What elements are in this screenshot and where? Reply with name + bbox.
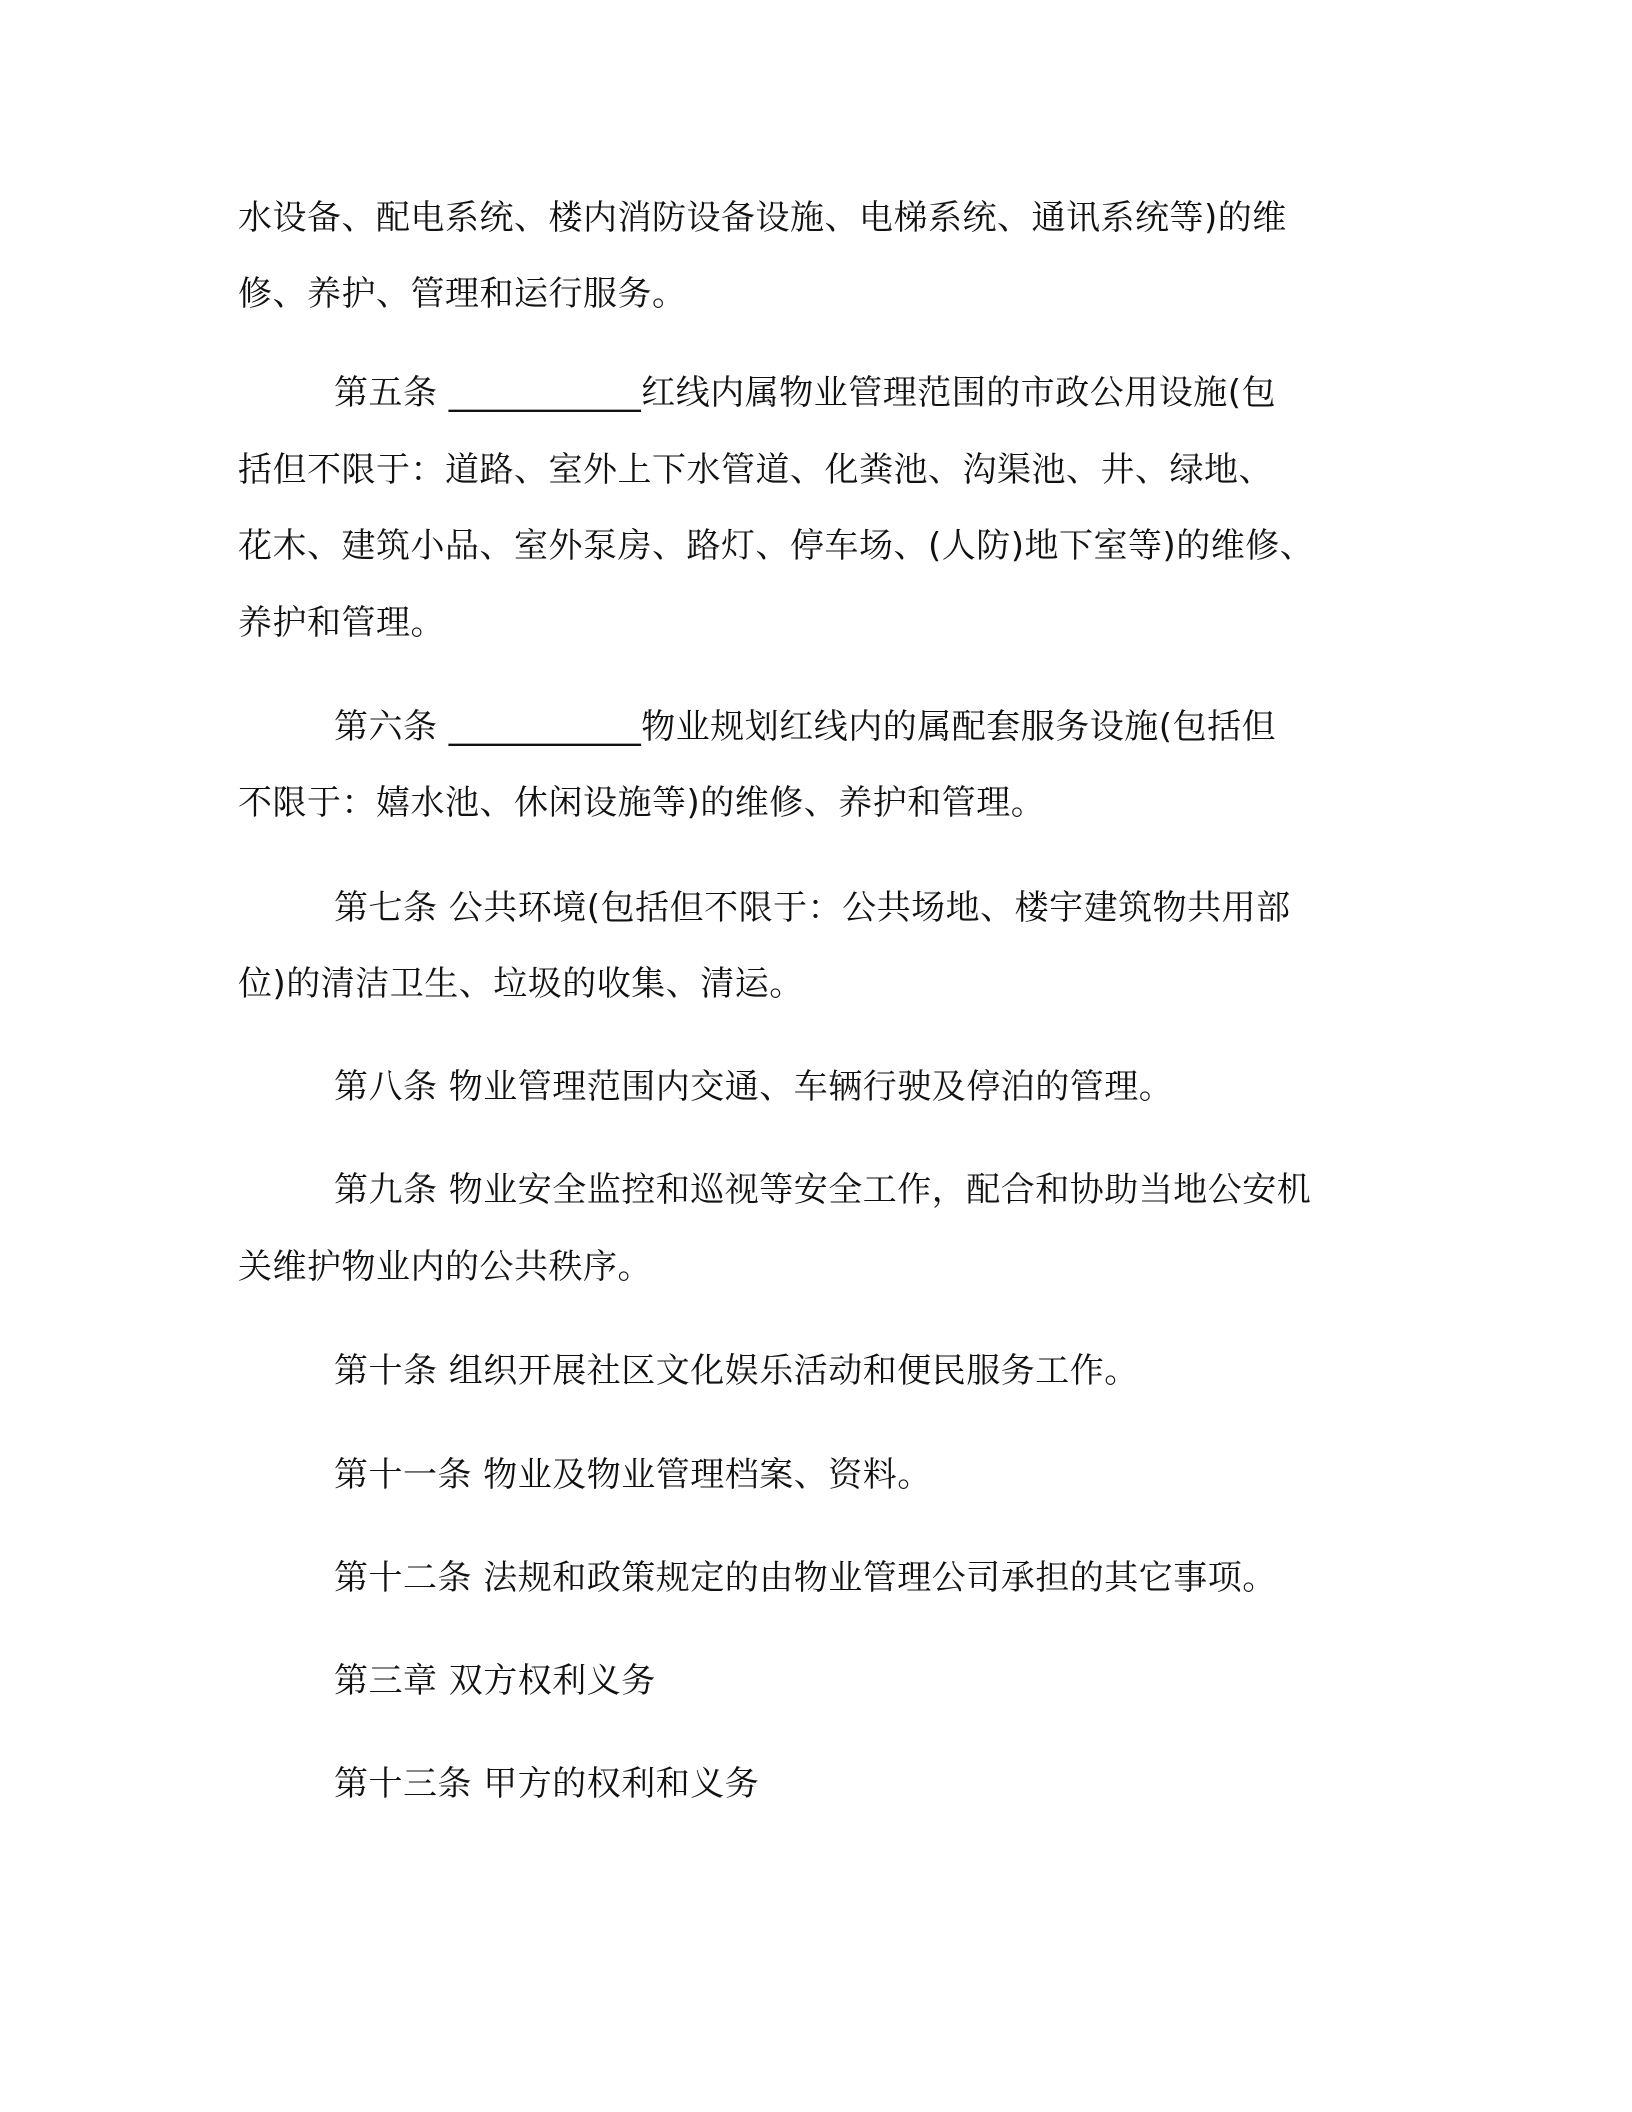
text-line: 不限于：嬉水池、休闲设施等)的维修、养护和管理。: [238, 783, 1046, 823]
article-7-line: 第七条 公共环境(包括但不限于：公共场地、楼宇建筑物共用部: [334, 888, 1291, 928]
article-5-line: 第五条 ___________红线内属物业管理范围的市政公用设施(包: [334, 373, 1277, 413]
article-12-line: 第十二条 法规和政策规定的由物业管理公司承担的其它事项。: [334, 1558, 1277, 1598]
article-6-line: 第六条 ___________物业规划红线内的属配套服务设施(包括但: [334, 707, 1277, 747]
text-line: 位)的清洁卫生、垃圾的收集、清运。: [238, 964, 804, 1004]
text-line: 水设备、配电系统、楼内消防设备设施、电梯系统、通讯系统等)的维: [238, 198, 1287, 238]
chapter-3-heading: 第三章 双方权利义务: [334, 1661, 656, 1701]
text-line: 修、养护、管理和运行服务。: [238, 274, 687, 314]
article-9-line: 第九条 物业安全监控和巡视等安全工作，配合和协助当地公安机: [334, 1170, 1312, 1210]
article-10-line: 第十条 组织开展社区文化娱乐活动和便民服务工作。: [334, 1351, 1139, 1391]
article-11-line: 第十一条 物业及物业管理档案、资料。: [334, 1455, 932, 1495]
text-line: 关维护物业内的公共秩序。: [238, 1247, 652, 1287]
text-line: 养护和管理。: [238, 603, 445, 643]
article-13-heading: 第十三条 甲方的权利和义务: [334, 1764, 760, 1804]
text-line: 花木、建筑小品、室外泵房、路灯、停车场、(人防)地下室等)的维修、: [238, 526, 1315, 566]
text-line: 括但不限于：道路、室外上下水管道、化粪池、沟渠池、井、绿地、: [238, 450, 1273, 490]
article-8-line: 第八条 物业管理范围内交通、车辆行驶及停泊的管理。: [334, 1067, 1174, 1107]
